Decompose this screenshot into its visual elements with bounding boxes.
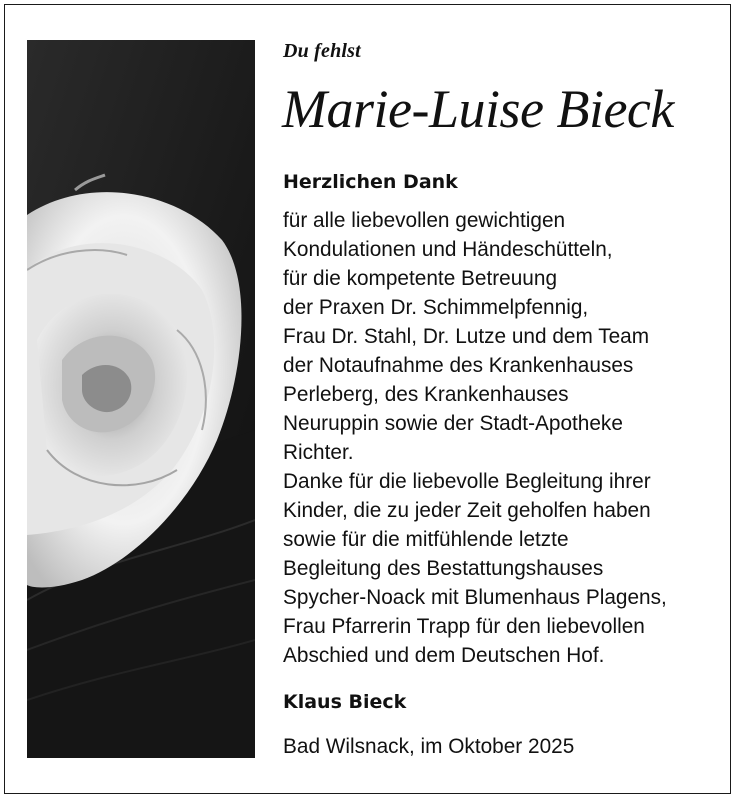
text-line: Kondulationen und Händeschütteln, — [283, 238, 613, 261]
text-line: Frau Pfarrerin Trapp für den liebevollen — [283, 615, 645, 638]
text-line: Perleberg, des Krankenhauses — [283, 383, 569, 406]
text-line: Neuruppin sowie der Stadt-Apotheke — [283, 412, 623, 435]
text-line: Abschied und dem Deutschen Hof. — [283, 644, 605, 667]
thanks-heading: Herzlichen Dank — [283, 171, 458, 193]
tagline: Du fehlst — [283, 40, 361, 62]
text-line: Spycher-Noack mit Blumenhaus Plagens, — [283, 586, 667, 609]
text-line: Kinder, die zu jeder Zeit geholfen haben — [283, 499, 651, 522]
text-line: Danke für die liebevolle Begleitung ihrer — [283, 470, 651, 493]
text-line: Begleitung des Bestattungshauses — [283, 557, 604, 580]
text-line: sowie für die mitfühlende letzte — [283, 528, 569, 551]
text-line: der Notaufnahme des Krankenhauses — [283, 354, 634, 377]
deceased-name: Marie-Luise Bieck — [282, 79, 674, 139]
place-date: Bad Wilsnack, im Oktober 2025 — [283, 735, 575, 758]
text-line: Richter. — [283, 441, 354, 464]
signature: Klaus Bieck — [283, 691, 407, 713]
text-line: für die kompetente Betreuung — [283, 267, 558, 290]
text-line: Frau Dr. Stahl, Dr. Lutze und dem Team — [283, 325, 650, 348]
thanks-text — [283, 206, 728, 670]
text-line: der Praxen Dr. Schimmelpfennig, — [283, 296, 589, 319]
white-rose-photo — [27, 40, 255, 758]
text-line: für alle liebevollen gewichtigen — [283, 209, 566, 232]
